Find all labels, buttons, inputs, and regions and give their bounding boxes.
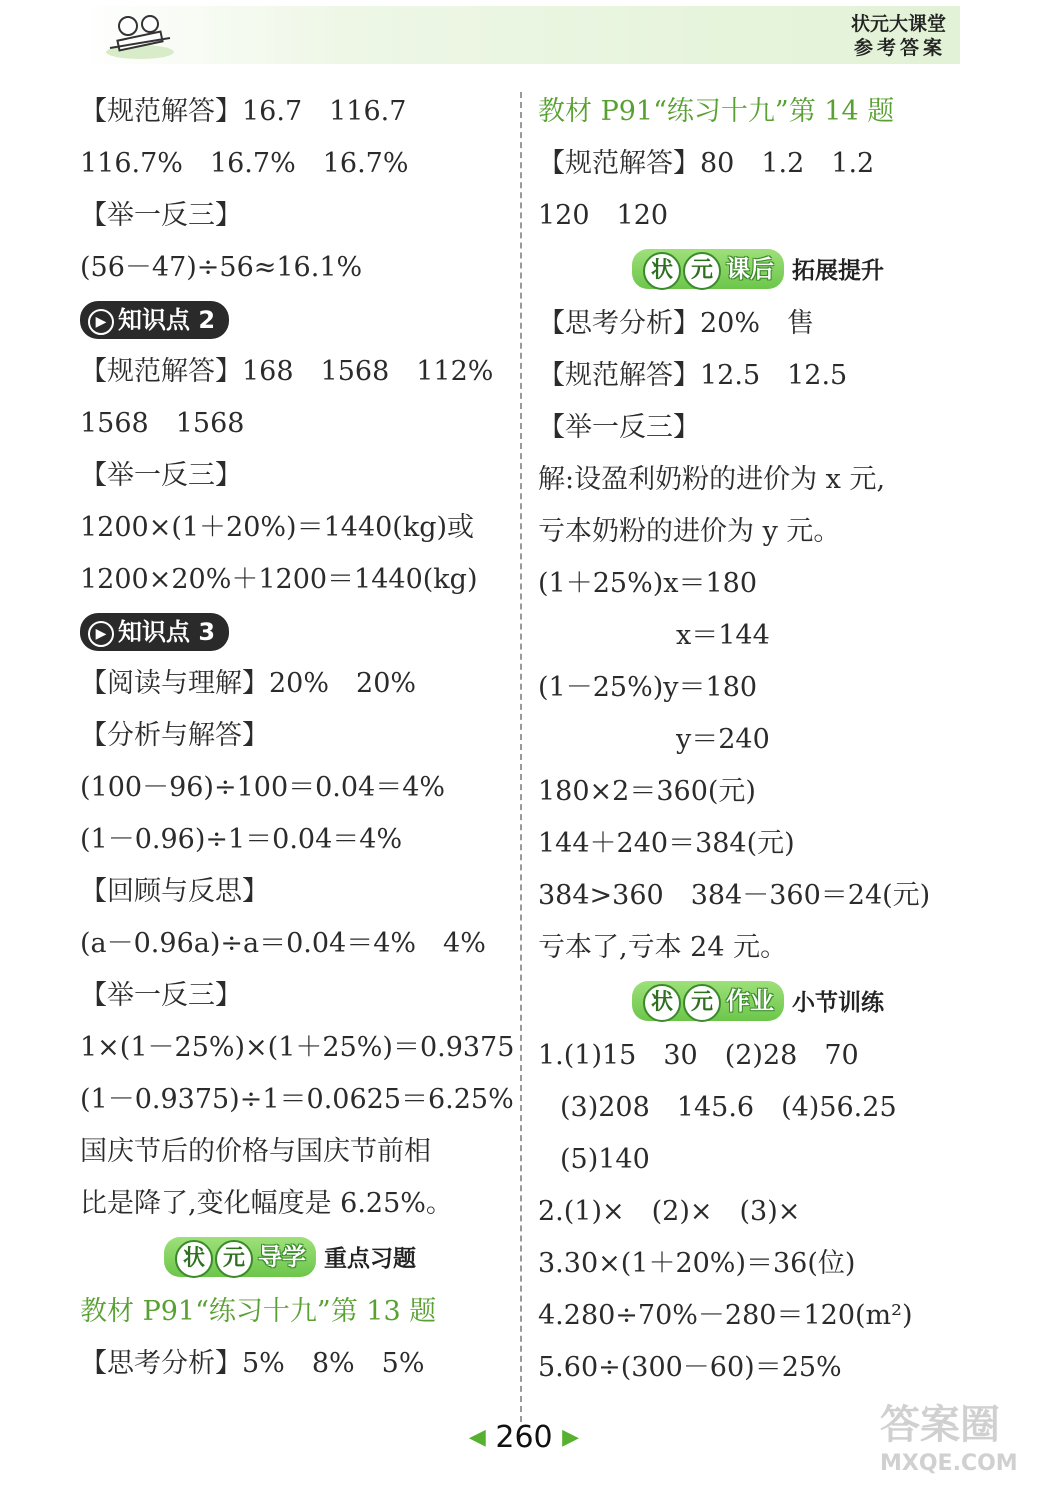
badge-char-1: 状	[643, 984, 681, 1022]
triangle-left-icon: ◀	[468, 1425, 486, 1450]
right-line-18: (3)208 145.6 (4)56.25	[560, 1092, 897, 1123]
header-title	[851, 12, 946, 60]
right-line-2: 【规范解答】80 1.2 1.2	[538, 148, 875, 179]
left-line-22: 【思考分析】5% 8% 5%	[80, 1348, 425, 1379]
badge-char-2: 元	[683, 984, 721, 1022]
right-line-10: x＝144	[676, 620, 770, 651]
left-line-20: 比是降了,变化幅度是 6.25%。	[80, 1188, 453, 1219]
right-line-14: 144＋240＝384(元)	[538, 828, 795, 859]
left-line-14: 【回顾与反思】	[80, 876, 269, 907]
page-number: 260	[495, 1420, 553, 1455]
left-line-2: 116.7% 16.7% 16.7%	[80, 148, 409, 179]
right-line-4: 【思考分析】20% 售	[538, 308, 815, 339]
knowledge-point-2	[80, 294, 500, 346]
left-line-15: (a－0.96a)÷a＝0.04＝4% 4%	[80, 928, 486, 959]
right-line-5: 【规范解答】12.5 12.5	[538, 360, 848, 391]
knowledge-point-3	[80, 606, 500, 658]
right-line-3: 120 120	[538, 200, 669, 231]
knowledge-tag-2	[80, 301, 229, 339]
badge-char-1: 状	[175, 1240, 213, 1278]
left-line-16: 【举一反三】	[80, 980, 242, 1011]
knowledge-tag-3	[80, 613, 229, 651]
left-line-21: 教材 P91“练习十九”第 13 题	[80, 1296, 437, 1327]
right-line-20: 2.(1)× (2)× (3)×	[538, 1196, 801, 1227]
badge-char-2: 元	[683, 252, 721, 290]
right-line-17: 1.(1)15 30 (2)28 70	[538, 1040, 859, 1071]
watermark	[880, 1400, 1030, 1490]
kids-reading-logo-icon	[100, 8, 180, 62]
knowledge-tag-3-label: 知识点 3	[118, 618, 216, 646]
right-line-7: 解:设盈利奶粉的进价为 x 元,	[538, 464, 886, 495]
left-line-11: 【分析与解答】	[80, 720, 269, 751]
left-line-3: 【举一反三】	[80, 200, 242, 231]
left-line-12: (100－96)÷100＝0.04＝4%	[80, 772, 446, 803]
right-line-16: 亏本了,亏本 24 元。	[538, 932, 788, 963]
right-line-1: 教材 P91“练习十九”第 14 题	[538, 96, 895, 127]
badge-char-1: 状	[643, 252, 681, 290]
banner-text: 小节训练	[792, 989, 884, 1016]
right-line-9: (1＋25%)x＝180	[538, 568, 758, 599]
left-line-4: (56－47)÷56≈16.1%	[80, 252, 363, 283]
left-line-18: (1－0.9375)÷1＝0.0625＝6.25%	[80, 1084, 514, 1115]
banner-text: 拓展提升	[792, 257, 884, 284]
section-banner-guide	[80, 1230, 500, 1286]
column-divider	[520, 92, 522, 1422]
zhuangyuan-badge	[164, 1237, 316, 1277]
triangle-right-icon: ▶	[562, 1425, 580, 1450]
play-circle-icon: ▶	[88, 621, 114, 647]
left-line-9: 1200×20%＋1200＝1440(kg)	[80, 564, 478, 595]
left-line-17: 1×(1－25%)×(1＋25%)＝0.9375	[80, 1032, 515, 1063]
right-line-11: (1－25%)y＝180	[538, 672, 758, 703]
badge-subtitle: 作业	[726, 986, 774, 1015]
right-column	[538, 86, 978, 1394]
page-header	[80, 6, 960, 64]
left-column	[80, 86, 515, 1390]
play-circle-icon: ▶	[88, 309, 114, 335]
knowledge-tag-2-label: 知识点 2	[118, 306, 216, 334]
header-title-line2: 参考答案	[853, 37, 946, 59]
right-line-6: 【举一反三】	[538, 412, 700, 443]
badge-subtitle: 课后	[726, 254, 774, 283]
left-line-7: 【举一反三】	[80, 460, 242, 491]
watermark-line-1: 答案圈	[880, 1402, 1000, 1448]
section-banner-homework	[538, 974, 978, 1030]
right-line-21: 3.30×(1＋20%)＝36(位)	[538, 1248, 856, 1279]
badge-char-2: 元	[215, 1240, 253, 1278]
right-line-22: 4.280÷70%－280＝120(m²)	[538, 1300, 913, 1331]
right-line-12: y＝240	[676, 724, 770, 755]
right-line-15: 384>360 384－360＝24(元)	[538, 880, 931, 911]
left-line-8: 1200×(1＋20%)＝1440(kg)或	[80, 512, 475, 543]
left-line-1: 【规范解答】16.7 116.7	[80, 96, 407, 127]
left-line-13: (1－0.96)÷1＝0.04＝4%	[80, 824, 403, 855]
header-title-line1: 状元大课堂	[850, 13, 946, 35]
badge-subtitle: 导学	[258, 1242, 306, 1271]
watermark-line-2: MXQE.COM	[880, 1451, 1018, 1476]
left-line-19: 国庆节后的价格与国庆节前相	[80, 1136, 431, 1167]
left-line-6: 1568 1568	[80, 408, 245, 439]
right-line-19: (5)140	[560, 1144, 650, 1175]
right-line-13: 180×2＝360(元)	[538, 776, 756, 807]
right-line-8: 亏本奶粉的进价为 y 元。	[538, 516, 841, 547]
zhuangyuan-badge	[632, 981, 784, 1021]
left-line-10: 【阅读与理解】20% 20%	[80, 668, 417, 699]
zhuangyuan-badge	[632, 249, 784, 289]
left-line-5: 【规范解答】168 1568 112%	[80, 356, 494, 387]
section-banner-extension	[538, 242, 978, 298]
right-line-23: 5.60÷(300－60)＝25%	[538, 1352, 842, 1383]
banner-text: 重点习题	[324, 1245, 416, 1272]
